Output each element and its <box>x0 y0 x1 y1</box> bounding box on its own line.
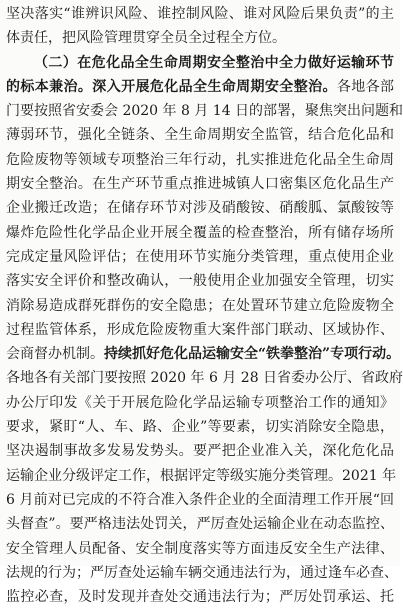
text-segment: 会商督办机制。 <box>6 346 104 363</box>
text-line <box>6 488 394 512</box>
text-line <box>6 123 394 147</box>
text-segment: 爆炸危险性化学品企业开展全覆盖的检查整治，所有储存场所 <box>6 224 394 241</box>
text-line <box>6 294 394 318</box>
text-segment: 各地各有关部门要按照 2020 年 6 月 28 日省委办公厅、省政府 <box>6 370 403 387</box>
text-line <box>6 464 397 488</box>
text-segment: 头督查”。要严格违法处罚关，严厉查处运输企业在动态监控、 <box>6 516 394 533</box>
text-line <box>6 51 394 75</box>
text-line <box>6 245 394 269</box>
text-segment: 消除易造成群死群伤的安全隐患；在处置环节建立危险废物全 <box>6 297 394 314</box>
text-line <box>6 196 394 220</box>
text-segment: 坚决遏制事故多发易发势头。要严把企业准入关，深化危化品 <box>6 443 394 460</box>
text-segment: 过程监管体系，形成危险废物重大案件部门联动、区域协作、 <box>6 321 394 338</box>
text-line <box>6 439 394 463</box>
text-segment: 要求，紧盯“人、车、路、企业”等要素，切实消除安全隐患， <box>6 419 394 436</box>
text-segment: 6 月前对已完成的不符合准入条件企业的全面清理工作开展“回 <box>6 491 394 508</box>
text-segment: 法规的行为；严厉查处运输车辆交通违法行为，通过逢车必查、 <box>6 564 398 581</box>
text-line <box>6 99 403 123</box>
text-segment: 安全管理人员配备、安全制度落实等方面违反安全生产法律、 <box>6 540 394 557</box>
text-segment: 门要按照省安委会 2020 年 8 月 14 日的部署，聚焦突出问题和 <box>6 103 403 120</box>
text-line <box>6 585 394 609</box>
text-line <box>6 172 394 196</box>
text-line <box>6 75 394 99</box>
bold-text-segment: 的标本兼治。深入开展危化品全生命周期安全整治。 <box>6 78 337 95</box>
text-segment: 薄弱环节，强化全链条、全生命周期安全监管，结合危化品和 <box>6 127 394 144</box>
text-line <box>6 148 394 172</box>
text-line <box>6 269 394 293</box>
text-segment: 体责任，把风险管理贯穿全员全过程全方位。 <box>6 30 286 47</box>
bold-text-segment: 持续抓好危化品运输安全“铁拳整治”专项行动。 <box>104 346 401 363</box>
text-line <box>6 512 394 536</box>
bold-text-segment: （二）在危化品全生命周期安全整治中全力做好运输环节 <box>34 54 394 71</box>
text-line <box>6 391 394 415</box>
text-segment: 企业搬迁改造；在储存环节对涉及硝酸铵、硝酸胍、氯酸铵等 <box>6 200 394 217</box>
text-segment: 坚决落实“谁辨识风险、谁控制风险、谁对风险后果负责”的主 <box>6 6 394 22</box>
text-line <box>6 366 403 390</box>
text-line <box>6 2 394 26</box>
text-line <box>6 318 394 342</box>
text-segment: 期安全整治。在生产环节重点推进城镇人口密集区危化品生产 <box>6 176 394 193</box>
text-line <box>6 537 394 561</box>
text-segment: 办公厅印发《关于开展危险化学品运输专项整治工作的通知》 <box>6 394 394 411</box>
text-line <box>6 342 401 366</box>
text-segment: 落实安全评价和整改确认，一般使用企业加强安全管理，切实 <box>6 273 394 290</box>
text-line <box>6 26 394 50</box>
text-line <box>6 561 398 585</box>
document-body <box>6 2 403 609</box>
text-segment: 完成定量风险评估；在使用环节实施分类管理，重点使用企业 <box>6 248 394 265</box>
text-segment: 各地各部 <box>336 78 395 95</box>
text-line <box>6 221 394 245</box>
text-segment: 危险废物等领域专项整治三年行动，扎实推进危化品全生命周 <box>6 151 394 168</box>
text-segment: 监控必查，及时发现并查处交通违法行为；严厉处罚承运、托 <box>6 589 394 606</box>
text-line <box>6 415 394 439</box>
text-segment: 运输企业分级评定工作，根据评定等级实施分类管理。2021 年 <box>6 467 397 484</box>
